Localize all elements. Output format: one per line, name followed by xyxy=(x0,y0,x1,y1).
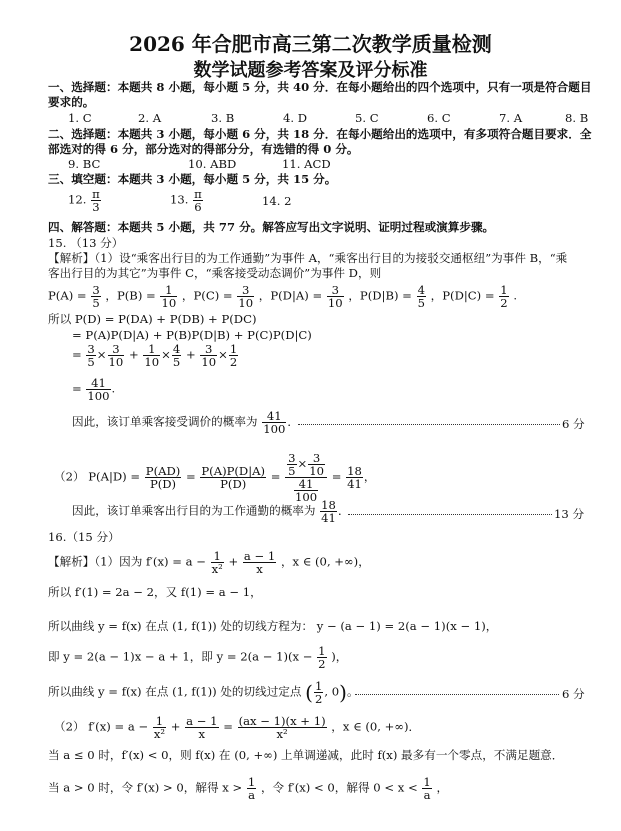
frac-num: 4 xyxy=(172,342,181,356)
frac-num: 3 xyxy=(237,284,254,297)
section1-intro-line1: 一、选择题：本题共 8 小题，每小题 5 分，共 40 分．在每小题给出的四个选项中，只有一项是符合题目 xyxy=(48,80,592,94)
prob-label: ，P(D|B) = xyxy=(348,288,412,303)
fraction xyxy=(243,550,276,575)
fraction xyxy=(317,645,326,670)
frac-num: 1 xyxy=(500,283,508,297)
fraction xyxy=(200,343,217,368)
frac-num: π xyxy=(92,187,100,201)
fraction xyxy=(86,343,95,368)
period: . xyxy=(111,381,116,396)
q16-line7: 当 a ≤ 0 时，f′(x) < 0，则 f(x) 在 (0, +∞) 上单调递减，此时 f(x) 最多有一个零点，不满足题意． xyxy=(48,748,564,762)
fraction xyxy=(346,465,363,490)
plus: + xyxy=(128,347,139,362)
frac-den: 10 xyxy=(327,296,343,310)
frac-den: 5 xyxy=(172,355,181,369)
frac-den: 5 xyxy=(92,296,100,310)
fraction xyxy=(422,776,431,801)
text: ， xyxy=(436,780,449,795)
frac-num: a − 1 xyxy=(186,714,218,728)
answer-12-label: 12. xyxy=(68,192,87,207)
q15-solution-line2: 客出行目的为其它”为事件 C，“乘客接受动态调价”为事件 D，则 xyxy=(48,266,382,280)
frac-num: 3 xyxy=(92,283,100,297)
frac-den: 2 xyxy=(500,296,508,310)
frac-den: 10 xyxy=(201,355,217,369)
answer-1: 1. C xyxy=(68,111,92,125)
fraction xyxy=(108,343,125,368)
q15-sum-line1: 所以 P(D) = P(DA) + P(DB) + P(DC) xyxy=(48,312,257,326)
frac-num: 3 xyxy=(288,451,296,465)
fraction xyxy=(86,377,110,402)
right-paren: ) xyxy=(339,680,347,705)
score-leader-dots xyxy=(348,514,552,515)
answer-12-fraction xyxy=(91,188,101,213)
fraction xyxy=(229,343,238,368)
fraction xyxy=(314,680,323,705)
frac-den: 100 xyxy=(87,389,110,403)
frac-den: 10 xyxy=(238,296,254,310)
frac-num: 1 xyxy=(153,715,166,728)
answer-2: 2. A xyxy=(138,111,162,125)
eq: = xyxy=(270,469,281,484)
fraction xyxy=(287,452,296,477)
prob-label: ，P(B) = xyxy=(105,288,156,303)
score-leader-dots xyxy=(298,424,560,425)
frac-num: π xyxy=(194,187,202,201)
answer-13 xyxy=(170,188,204,213)
prob-label: ，P(C) = xyxy=(181,288,233,303)
fraction xyxy=(200,465,266,490)
frac-den: 41 xyxy=(347,477,362,491)
q15-probabilities xyxy=(48,284,517,309)
answer-10: 10. ABD xyxy=(188,157,237,171)
fraction xyxy=(308,452,325,477)
q15-conclusion2 xyxy=(72,499,350,524)
q16-line6 xyxy=(54,715,420,740)
score-6: 6 分 xyxy=(562,687,585,701)
prob-label: ，P(D|A) = xyxy=(258,288,323,303)
text: 当 a > 0 时，令 f′(x) > 0，解得 x > xyxy=(48,780,243,795)
frac-num: 1 xyxy=(160,284,177,297)
frac-num: P(AD) xyxy=(145,464,181,478)
times: × xyxy=(297,456,308,471)
answer-8: 8. B xyxy=(565,111,589,125)
q16-line4 xyxy=(48,645,347,670)
plus: + xyxy=(185,347,196,362)
frac-den: 100 xyxy=(294,490,318,504)
frac-den: a xyxy=(248,788,256,802)
eq: = xyxy=(331,469,342,484)
frac-den: 10 xyxy=(144,355,160,369)
times: × xyxy=(161,347,171,362)
frac-den: 2 xyxy=(314,692,323,706)
compound-fraction xyxy=(285,452,327,503)
frac-den: 10 xyxy=(161,296,177,310)
fraction xyxy=(185,715,218,740)
conclusion-text: 因此，该订单乘客接受调价的概率为 xyxy=(72,414,258,429)
text: )， xyxy=(331,649,348,664)
fraction xyxy=(160,284,177,309)
answer-13-label: 13. xyxy=(170,192,189,207)
frac-den: x xyxy=(256,562,263,576)
answer-12 xyxy=(68,188,102,213)
conclusion-text: 因此，该订单乘客出行目的为工作通勤的概率为 xyxy=(72,503,316,518)
eq: = xyxy=(185,469,196,484)
fraction xyxy=(91,284,100,309)
frac-den: x² xyxy=(211,562,223,576)
frac-num: 1 xyxy=(229,342,238,356)
fraction xyxy=(417,284,426,309)
fraction xyxy=(327,284,344,309)
frac-den: P(D) xyxy=(149,477,177,491)
period: ． xyxy=(287,414,299,429)
fraction xyxy=(238,715,327,740)
frac-num: 1 xyxy=(211,550,224,563)
frac-num: 18 xyxy=(347,464,362,478)
text: 【解析】（1）因为 f′(x) = a − xyxy=(48,554,206,569)
eq: = xyxy=(223,719,233,734)
frac-den: x² xyxy=(153,727,166,741)
text: ，x ∈ (0, +∞)， xyxy=(280,554,370,569)
frac-num: 4 xyxy=(417,283,425,297)
fraction xyxy=(143,343,160,368)
answer-7: 7. A xyxy=(499,111,523,125)
frac-num: 1 xyxy=(423,775,431,789)
frac-den: 2 xyxy=(318,657,326,671)
text: （2） f′(x) = a − xyxy=(54,719,149,734)
fraction xyxy=(237,284,254,309)
frac-den: 3 xyxy=(92,200,100,214)
frac-den: 100 xyxy=(263,422,286,436)
score-6: 6 分 xyxy=(562,417,585,431)
frac-den: a xyxy=(423,788,431,802)
q16-line3: 所以曲线 y = f(x) 在点 (1, f(1)) 处的切线方程为： y − (a − 1) = 2(a − 1)(x − 1)， xyxy=(48,619,498,633)
frac-num: P(A)P(D|A) xyxy=(201,464,266,478)
frac-den: P(D) xyxy=(220,477,247,491)
q15-sum-result xyxy=(72,377,115,402)
section3-intro: 三、填空题：本题共 3 小题，每小题 5 分，共 15 分。 xyxy=(48,172,337,186)
frac-num: 1 xyxy=(314,679,323,693)
frac-num: 1 xyxy=(247,775,256,789)
frac-den: 5 xyxy=(87,355,95,369)
answer-9: 9. BC xyxy=(68,157,101,171)
fraction xyxy=(247,776,256,801)
comma: ， xyxy=(363,469,376,484)
frac-num: 41 xyxy=(262,410,286,423)
section2-intro-line2: 部选对的得 6 分，部分选对的得部分分，有选错的得 0 分。 xyxy=(48,142,359,156)
fraction xyxy=(172,343,181,368)
eq: = xyxy=(72,381,82,396)
q16-line2: 所以 f′(1) = 2a − 2，又 f(1) = a − 1， xyxy=(48,585,262,599)
q15-sum-line2: = P(A)P(D|A) + P(B)P(D|B) + P(C)P(D|C) xyxy=(72,328,312,342)
plus: + xyxy=(228,554,239,569)
frac-num: 1 xyxy=(143,343,160,356)
frac-num: 41 xyxy=(294,478,318,491)
answer-14: 14. 2 xyxy=(262,194,292,208)
frac-den: 6 xyxy=(194,200,202,214)
score-leader-dots xyxy=(355,694,559,695)
q16-line8 xyxy=(48,776,448,801)
q15-head: 15. （13 分） xyxy=(48,236,124,250)
period: . xyxy=(513,288,518,303)
text: 所以曲线 y = f(x) 在点 (1, f(1)) 处的切线过定点 xyxy=(48,684,302,699)
q16-line1 xyxy=(48,550,370,575)
frac-num: 41 xyxy=(86,377,110,390)
frac-num: (ax − 1)(x + 1) xyxy=(238,714,326,728)
fraction xyxy=(499,284,508,309)
prob-label: P(A) = xyxy=(48,288,87,303)
fraction xyxy=(145,465,182,490)
frac-num: 3 xyxy=(108,343,125,356)
frac-den: 10 xyxy=(108,355,124,369)
frac-num: 3 xyxy=(308,452,325,465)
frac-den: 5 xyxy=(417,296,425,310)
text: ，令 f′(x) < 0，解得 0 < x < xyxy=(260,780,418,795)
text: , 0 xyxy=(324,684,340,699)
frac-den: x xyxy=(198,727,206,741)
q16-head: 16.（15 分） xyxy=(48,530,120,544)
frac-den: 10 xyxy=(309,464,324,478)
answer-5: 5. C xyxy=(355,111,379,125)
frac-den: 41 xyxy=(321,511,336,525)
q15-part2 xyxy=(54,452,375,503)
q15-sum-line3 xyxy=(72,343,239,368)
times: × xyxy=(96,347,107,362)
answer-6: 6. C xyxy=(427,111,451,125)
frac-den: x² xyxy=(276,727,288,741)
frac-num: 1 xyxy=(318,644,326,658)
fraction xyxy=(211,550,224,575)
fraction xyxy=(262,410,286,435)
q15-conclusion1 xyxy=(72,410,299,435)
exam-subtitle: 数学试题参考答案及评分标准 xyxy=(193,60,428,81)
times: × xyxy=(218,347,228,362)
section2-intro-line1: 二、选择题：本题共 3 小题，每小题 6 分，共 18 分．在每小题给出的选项中，有多项符合题目要求．全 xyxy=(48,127,592,141)
fraction xyxy=(320,499,337,524)
prob-label: ，P(D|C) = xyxy=(430,288,495,303)
part2-label: （2） P(A|D) = xyxy=(54,469,141,484)
plus: + xyxy=(170,719,181,734)
exam-title: 2026 年合肥市高三第二次教学质量检测 xyxy=(129,32,492,56)
eq: = xyxy=(72,347,82,362)
section4-intro: 四、解答题：本题共 5 小题，共 77 分。解答应写出文字说明、证明过程或演算步骤。 xyxy=(48,220,495,234)
left-paren: ( xyxy=(305,680,313,705)
text: 即 y = 2(a − 1)x − a + 1，即 y = 2(a − 1)(x − xyxy=(48,649,313,664)
fraction xyxy=(153,715,166,740)
frac-den: 2 xyxy=(229,355,238,369)
score-13: 13 分 xyxy=(554,507,585,521)
q16-line5 xyxy=(48,680,359,705)
answer-4: 4. D xyxy=(283,111,308,125)
text: ，x ∈ (0, +∞)． xyxy=(331,719,421,734)
frac-den: 5 xyxy=(288,464,296,478)
frac-num: 18 xyxy=(321,498,336,512)
answer-3: 3. B xyxy=(211,111,235,125)
text: 。 xyxy=(346,684,359,699)
frac-num: 3 xyxy=(200,343,217,356)
frac-num: 3 xyxy=(87,342,95,356)
period: ． xyxy=(337,503,350,518)
answer-13-fraction xyxy=(193,188,203,213)
answer-11: 11. ACD xyxy=(282,157,331,171)
q15-solution-line1: 【解析】（1）设“乘客出行目的为工作通勤”为事件 A，“乘客出行目的为接驳交通枢纽”为事件 B，“乘 xyxy=(48,251,568,265)
frac-num: 3 xyxy=(327,284,344,297)
frac-num: a − 1 xyxy=(243,549,276,563)
section1-intro-line2: 要求的。 xyxy=(48,95,95,109)
compound-num xyxy=(285,452,327,478)
